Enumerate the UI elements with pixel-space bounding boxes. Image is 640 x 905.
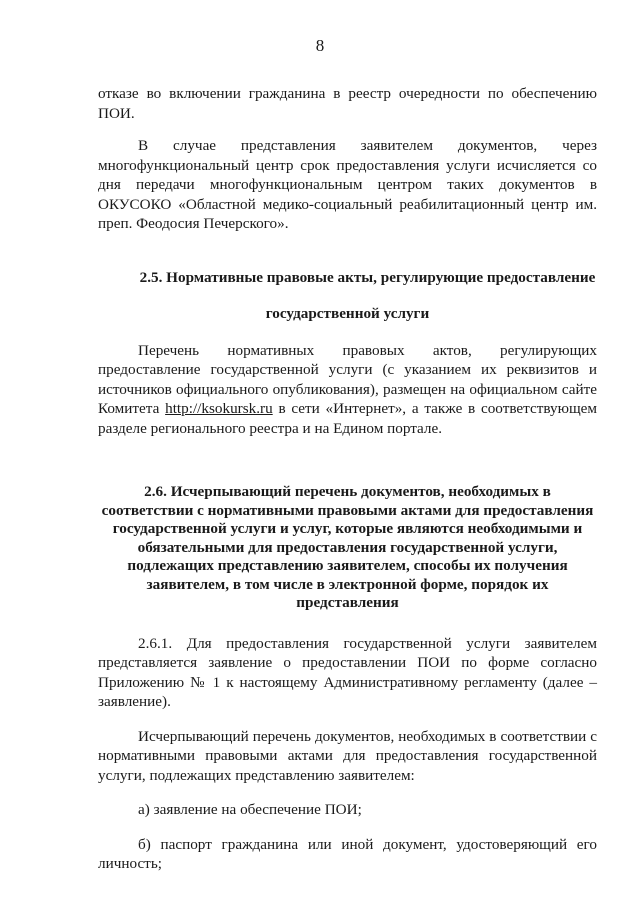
list-item-application: а) заявление на обеспечение ПОИ; (138, 801, 362, 818)
legal-acts-text-after: в сети «Интернет», а также в соответствующем разделе регионального реестра и на Едином портале. (98, 400, 598, 437)
paragraph-mfc-term: В случае представления заявителем документов, через многофункциональный центр срок предоставления услуги исчисляется со дня передачи многофункциональным центром таких документов в ОКУСОКО «Областной медико-социальный реабилитационный центр им. преп. Феодосия Печерского». (98, 137, 597, 232)
legal-acts-text-before: Перечень нормативных правовых актов, регулирующих предоставление государственной услуги (с указанием их реквизитов и источников официального опубликования), размещен на официальном сайте Комитета (98, 341, 597, 417)
paragraph-legal-acts (98, 341, 597, 439)
section-2-5-heading-line2: государственной услуги (265, 305, 430, 322)
paragraph-documents-list-intro: Исчерпывающий перечень документов, необходимых в соответствии с нормативными правовыми актами для предоставления государственной услуги, подлежащих представлению заявителем: (98, 727, 597, 784)
section-2-6-heading: 2.6. Исчерпывающий перечень документов, необходимых в соответствии с нормативными правовыми актами для предоставления государственной услуги и услуг, которые являются необходимыми и обязательными для предоставления государственной услуги, подлежащих представлению заявителем, способы их получения заявителем, в том числе в электронной форме, порядок их представления (101, 483, 594, 611)
list-item-passport: б) паспорт гражданина или иной документ, удостоверяющий его личность; (98, 835, 597, 872)
committee-site-link[interactable]: http://ksokursk.ru (165, 400, 273, 417)
paragraph-2-6-1: 2.6.1. Для предоставления государственной услуги заявителем представляется заявление о предоставлении ПОИ по форме согласно Приложению № 1 к настоящему Административному регламенту (далее – заявление). (98, 634, 597, 710)
page-number: 8 (315, 36, 325, 55)
section-2-5-heading-line1: 2.5. Нормативные правовые акты, регулирующие предоставление (139, 268, 596, 286)
document-body (98, 84, 597, 874)
paragraph-continuation: отказе во включении гражданина в реестр очередности по обеспечению ПОИ. (98, 85, 597, 122)
